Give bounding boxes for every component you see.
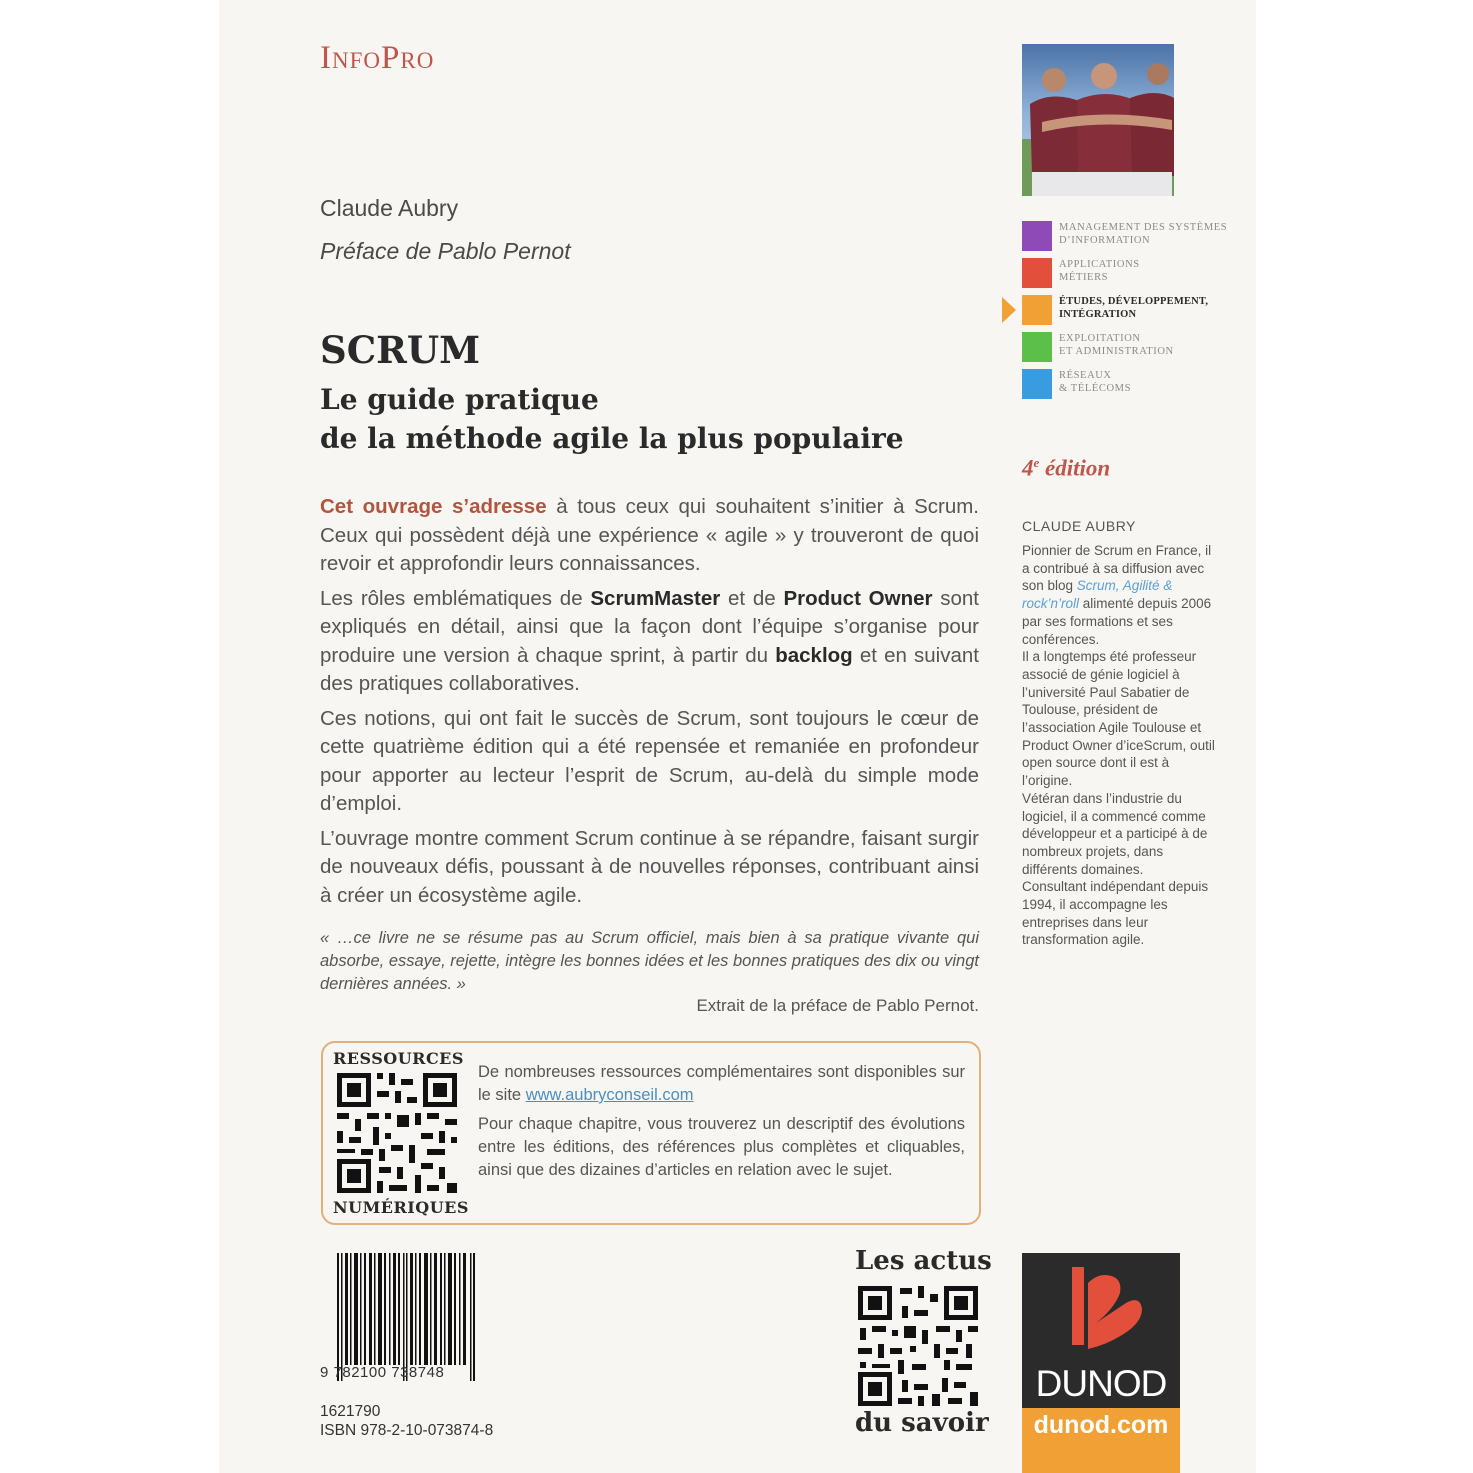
- category-reseaux: [1022, 369, 1232, 399]
- actus-label-bottom: du savoir: [855, 1408, 989, 1438]
- highlight-text: Cet ouvrage s’adresse: [320, 495, 547, 518]
- category-label: EXPLOITATION ET ADMINISTRATION: [1059, 333, 1174, 357]
- qr-code-icon[interactable]: [856, 1284, 980, 1408]
- author-bio: [1022, 542, 1222, 949]
- paragraph: [320, 493, 979, 579]
- publisher-logo: [1022, 1253, 1180, 1473]
- blog-name: Scrum, Agilité & rock’n’roll: [1022, 578, 1173, 612]
- paragraph: [478, 1061, 965, 1107]
- barcode-number: 9 782100 738748: [320, 1364, 445, 1381]
- category-swatch: [1022, 295, 1052, 325]
- subtitle-line: Le guide pratique: [320, 383, 599, 416]
- paragraph: Pour chaque chapitre, vous trouverez un descriptif des évolutions entre les éditions, des références plus complètes et cliquables, ainsi que des dizaines d’articles en relation avec le sujet.: [478, 1115, 965, 1179]
- team-photo: [1022, 44, 1174, 196]
- bold-term: Product Owner: [783, 586, 933, 610]
- category-etudes: [1022, 295, 1232, 325]
- text: sont expliqués en détail, ainsi que la façon dont l’équipe s’organise pour produire une version à chaque sprint, à partir du: [320, 586, 979, 667]
- resources-label-bottom: NUMÉRIQUES: [333, 1198, 469, 1217]
- book-title: SCRUM: [320, 328, 481, 372]
- resources-box: [321, 1041, 981, 1225]
- preface-quote: « …ce livre ne se résume pas au Scrum officiel, mais bien à sa pratique vivante qui absorbe, essaye, rejette, intègre les bonnes idées et les bonnes pratiques des dix ou vingt dernières années. »: [320, 929, 979, 993]
- text: et de: [720, 586, 784, 610]
- series-name: InfoPro: [320, 40, 435, 76]
- category-exploitation: [1022, 332, 1232, 362]
- category-swatch: [1022, 258, 1052, 288]
- text: à tous ceux qui souhaitent s’initier à Scrum. Ceux qui possèdent déjà une expérience « agile » y trouveront de quoi revoir et approfondir leurs connaissances.: [320, 495, 980, 575]
- author-name: Claude Aubry: [320, 195, 459, 221]
- text: Les rôles emblématiques de: [320, 586, 591, 610]
- active-category-arrow-icon: [1002, 297, 1016, 323]
- text: et en suivant des pratiques collaboratives.: [320, 643, 979, 695]
- product-code: 1621790: [320, 1403, 381, 1420]
- description-text: [320, 493, 979, 916]
- book-subtitle: [320, 380, 960, 458]
- bio-paragraph: Il a longtemps été professeur associé de génie logiciel à l’université Paul Sabatier de Toulouse, président de l’association Agile Toulouse et Product Owner d’iceScrum, outil open source dont il est à l’origine.: [1022, 649, 1215, 789]
- bio-paragraph: Consultant indépendant depuis 1994, il accompagne les entreprises dans leur transformation agile.: [1022, 879, 1209, 948]
- resources-text: [478, 1061, 965, 1188]
- bold-term: backlog: [775, 643, 853, 667]
- paragraph: L’ouvrage montre comment Scrum continue à se répandre, faisant surgir de nouveaux défis, poussant à de nouvelles réponses, contribuant ainsi à créer un écosystème agile.: [320, 826, 979, 907]
- qr-code-icon[interactable]: [335, 1071, 459, 1195]
- category-label: ÉTUDES, DÉVELOPPEMENT, INTÉGRATION: [1059, 296, 1209, 320]
- category-management: [1022, 221, 1232, 251]
- category-swatch: [1022, 221, 1052, 251]
- category-label: MANAGEMENT DES SYSTÈMES D’INFORMATION: [1059, 222, 1228, 246]
- category-swatch: [1022, 332, 1052, 362]
- publisher-website-label: dunod.com: [1033, 1411, 1169, 1439]
- resources-label-top: RESSOURCES: [333, 1049, 464, 1068]
- publisher-name: DUNOD: [1035, 1363, 1167, 1404]
- edition-label: 4e édition: [1022, 455, 1111, 481]
- website-link[interactable]: www.aubryconseil.com: [525, 1086, 694, 1104]
- bio-paragraph: Pionnier de Scrum en France, il a contribué à sa diffusion avec son blog Scrum, Agilité & rock’n’roll alimenté depuis 2006 par ses formations et ses conférences.: [1022, 543, 1212, 647]
- barcode-icon: [337, 1253, 479, 1381]
- preface-credit: Préface de Pablo Pernot: [320, 238, 571, 264]
- quote-source: Extrait de la préface de Pablo Pernot.: [696, 996, 979, 1015]
- category-label: RÉSEAUX & TÉLÉCOMS: [1059, 370, 1132, 394]
- bio-paragraph: Vétéran dans l’industrie du logiciel, il a commencé comme développeur et a participé à de nombreux projets, dans différents domaines.: [1022, 790, 1208, 877]
- category-swatch: [1022, 369, 1052, 399]
- isbn: ISBN 978-2-10-073874-8: [320, 1422, 494, 1439]
- paragraph: Ces notions, qui ont fait le succès de Scrum, sont toujours le cœur de cette quatrième édition qui a été repensée et remaniée en profondeur pour apporter au lecteur l’esprit de Scrum, au-delà du simple mode d’emploi.: [320, 706, 979, 815]
- category-label: APPLICATIONS MÉTIERS: [1059, 259, 1140, 283]
- paragraph: [320, 585, 979, 699]
- category-applications: [1022, 258, 1232, 288]
- text: De nombreuses ressources complémentaires sont disponibles sur le site: [478, 1063, 965, 1104]
- bio-author-name: CLAUDE AUBRY: [1022, 518, 1136, 534]
- actus-label-top: Les actus: [855, 1246, 992, 1276]
- publisher-website[interactable]: [1022, 1408, 1180, 1473]
- book-back-cover: [219, 0, 1256, 1473]
- subtitle-line: de la méthode agile la plus populaire: [320, 422, 904, 455]
- bold-term: ScrumMaster: [590, 586, 721, 610]
